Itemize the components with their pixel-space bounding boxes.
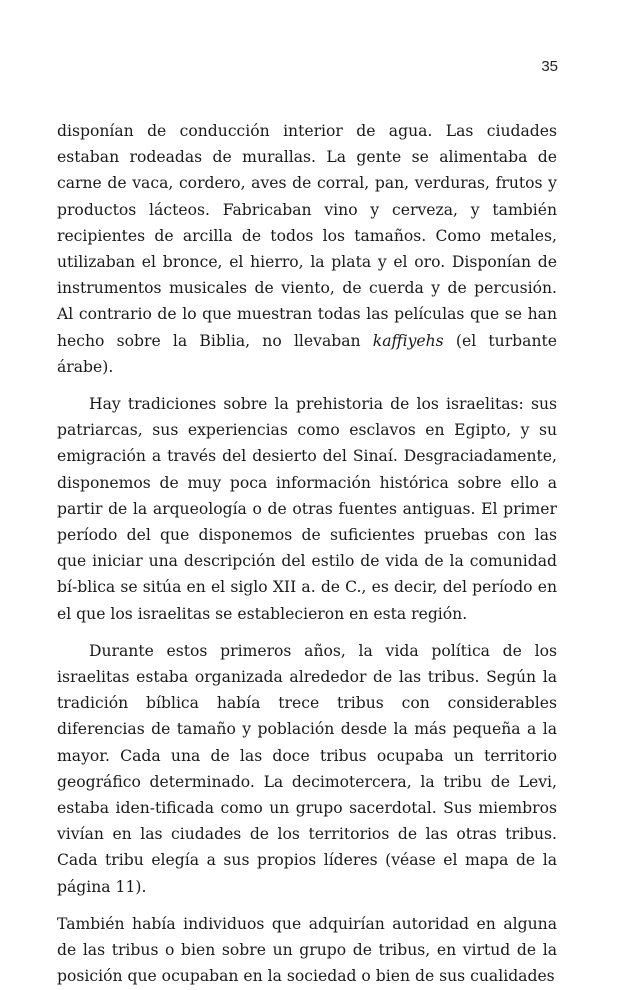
- page-number: 35: [541, 58, 558, 75]
- paragraph-3: Durante estos primeros años, la vida política de los israelitas estaba organizada alrededor de las tribus. Según la tradición bíblica había trece tribus con considerables diferencias de tamaño y población desde la más pequeña a la mayor. Cada una de las doce tribus ocupaba un territorio geográfico determinado. La decimotercera, la tribu de Levi, estaba iden-tificada como un grupo sacerdotal. Sus miembros vivían en las ciudades de los territorios de las otras tribus. Cada tribu elegía a sus propios líderes (véase el mapa de la página 11).: [57, 641, 557, 896]
- paragraph-1: [57, 118, 557, 380]
- italic-term: kaffiyehs: [372, 331, 444, 350]
- body-text: [57, 118, 557, 990]
- paragraph-4: También había individuos que adquirían autoridad en alguna de las tribus o bien sobre un grupo de tribus, en virtud de la posición que ocupaban en la sociedad o bien de sus cualidades: [57, 914, 557, 986]
- paragraph-2: Hay tradiciones sobre la prehistoria de los israelitas: sus patriarcas, sus experiencias como esclavos en Egipto, y su emigración a través del desierto del Sinaí. Desgraciadamente, disponemos de muy poca información histórica sobre ello a partir de la arqueología o de otras fuentes antiguas. El primer período del que disponemos de suficientes pruebas con las que iniciar una descripción del estilo de vida de la comunidad bí-blica se sitúa en el siglo XII a. de C., es decir, del período en el que los israelitas se establecieron en esta región.: [57, 395, 557, 623]
- paragraph-1-text-after: (el turbante árabe).: [57, 331, 557, 376]
- paragraph-1-text-before: disponían de conducción interior de agua. Las ciudades estaban rodeadas de murallas. La gente se alimentaba de carne de vaca, cordero, aves de corral, pan, verduras, frutos y productos lácteos. Fabricaban vino y cerveza, y también recipientes de arcilla de todos los tamaños. Como metales, utilizaban el bronce, el hierro, la plata y el oro. Disponían de instrumentos musicales de viento, de cuerda y de percusión. Al contrario de lo que muestran todas las películas que se han hecho sobre la Biblia, no llevaban: [57, 122, 557, 350]
